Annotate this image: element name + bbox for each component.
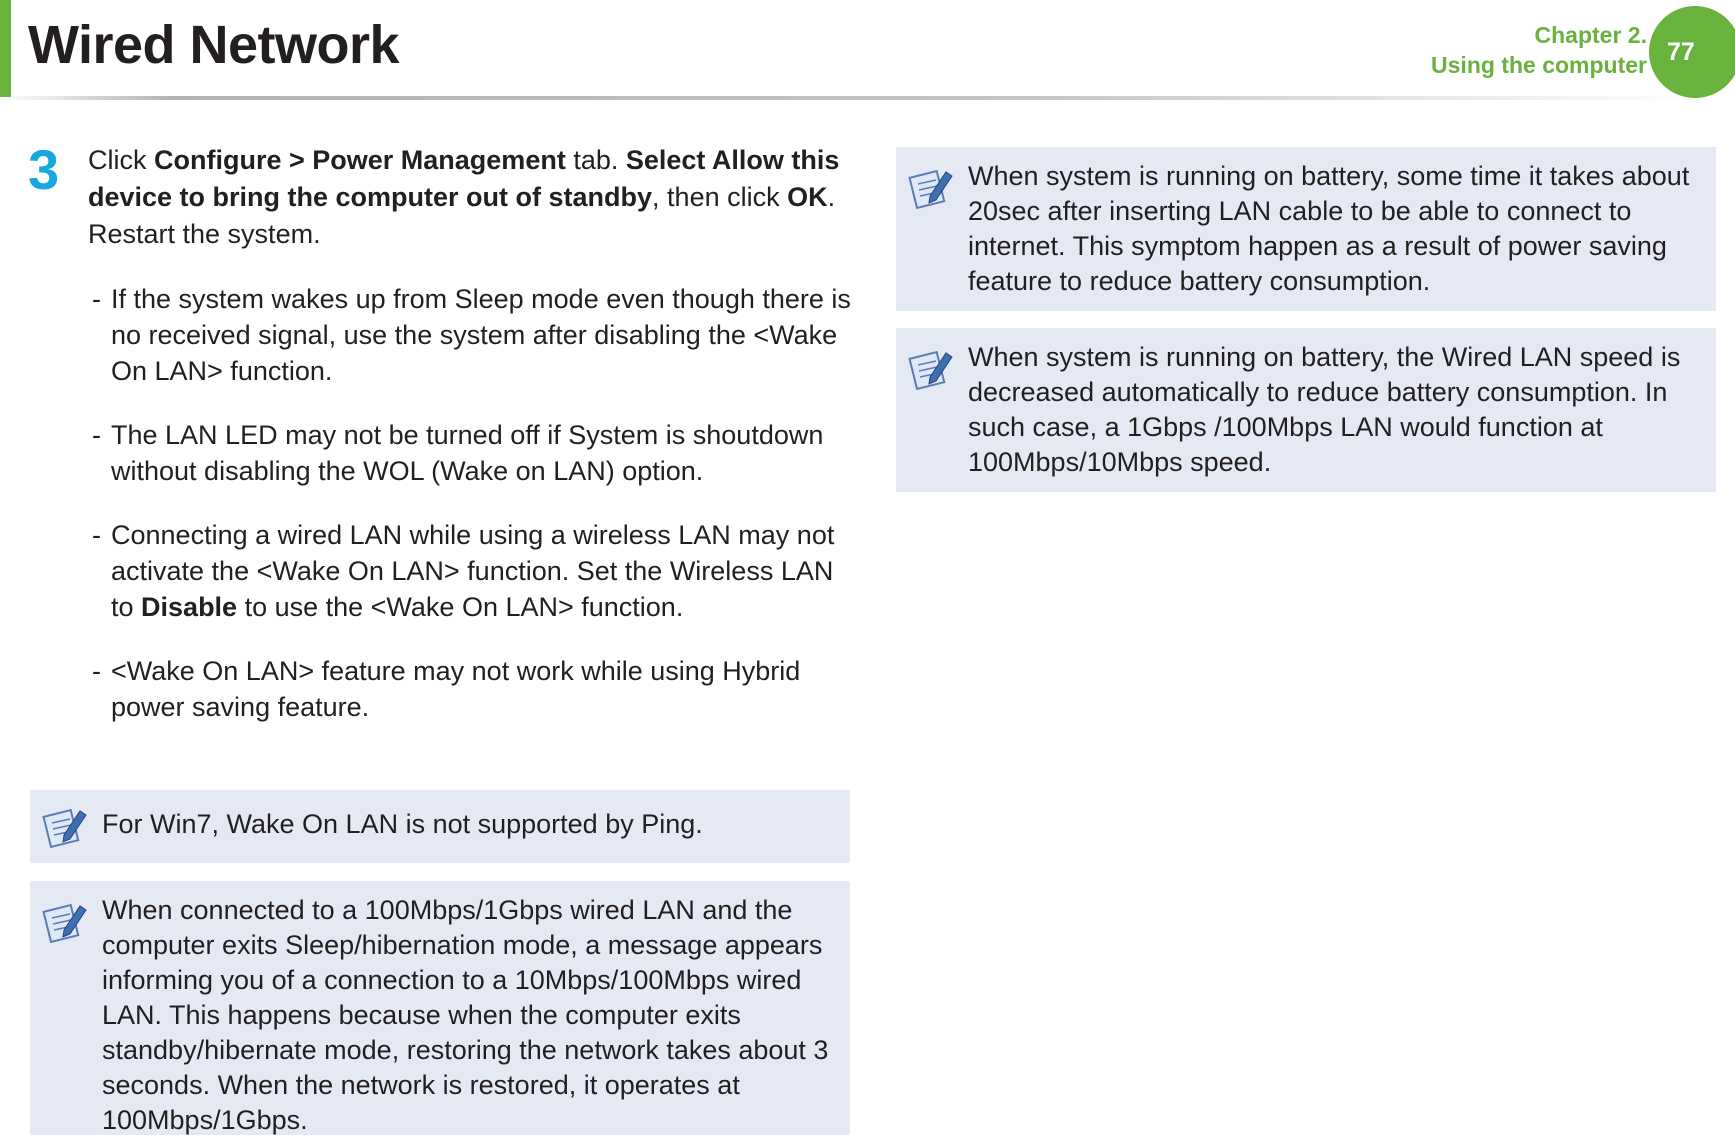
page-number-badge: 77 (1649, 6, 1735, 98)
note-lan-speed-restore (30, 881, 850, 1135)
list-item: - The LAN LED may not be turned off if System is shoutdown without disabling the WOL (Wake on LAN) option. (92, 420, 824, 486)
note-pencil-icon (42, 899, 88, 943)
note-text: For Win7, Wake On LAN is not supported by Ping. (102, 809, 703, 839)
note-text: When system is running on battery, the Wired LAN speed is decreased automatically to reduce battery consumption. In such case, a 1Gbps /100Mbps LAN would function at 100Mbps/10Mbps speed. (968, 342, 1681, 477)
note-win7 (30, 790, 850, 863)
note-text: When connected to a 100Mbps/1Gbps wired LAN and the computer exits Sleep/hibernation mode, a message appears informing you of a connection to a 10Mbps/100Mbps wired LAN. This happens because when the computer exits standby/hibernate mode, restoring the network takes about 3 seconds. When the network is restored, it operates at 100Mbps/1Gbps. (102, 895, 829, 1135)
chapter-title: Using the computer (1431, 52, 1647, 78)
list-item: - If the system wakes up from Sleep mode even though there is no received signal, use the system after disabling the <Wake On LAN> function. (92, 284, 851, 386)
chapter-number: Chapter 2. (1534, 22, 1647, 48)
configure-menu-path: Configure > Power Management (154, 145, 566, 175)
list-item: - <Wake On LAN> feature may not work while using Hybrid power saving feature. (92, 656, 801, 722)
allow-wake-option: Select Allow this device to bring the computer out of standby (88, 145, 840, 212)
header-accent-bar (0, 0, 11, 97)
note-battery-speed (896, 328, 1716, 492)
note-pencil-icon (42, 804, 88, 848)
caution-list (92, 281, 862, 753)
note-pencil-icon (908, 165, 954, 209)
page-title: Wired Network (28, 15, 400, 75)
step-number: 3 (28, 138, 60, 201)
step-instruction: Click Configure > Power Management tab. Select Allow this device to bring the computer out of standby, then click OK. Restart the system. (88, 145, 840, 249)
note-pencil-icon (908, 346, 954, 390)
header-divider (0, 96, 1700, 100)
note-battery-connect (896, 147, 1716, 311)
chapter-label (1431, 20, 1647, 80)
ok-label: OK (787, 182, 828, 212)
list-item: - Connecting a wired LAN while using a wireless LAN may not activate the <Wake On LAN> function. Set the Wireless LAN to Disable to use the <Wake On LAN> function. (92, 520, 835, 622)
note-text: When system is running on battery, some time it takes about 20sec after inserting LAN cable to be able to connect to internet. This symptom happen as a result of power saving feature to reduce battery consumption. (968, 161, 1690, 296)
